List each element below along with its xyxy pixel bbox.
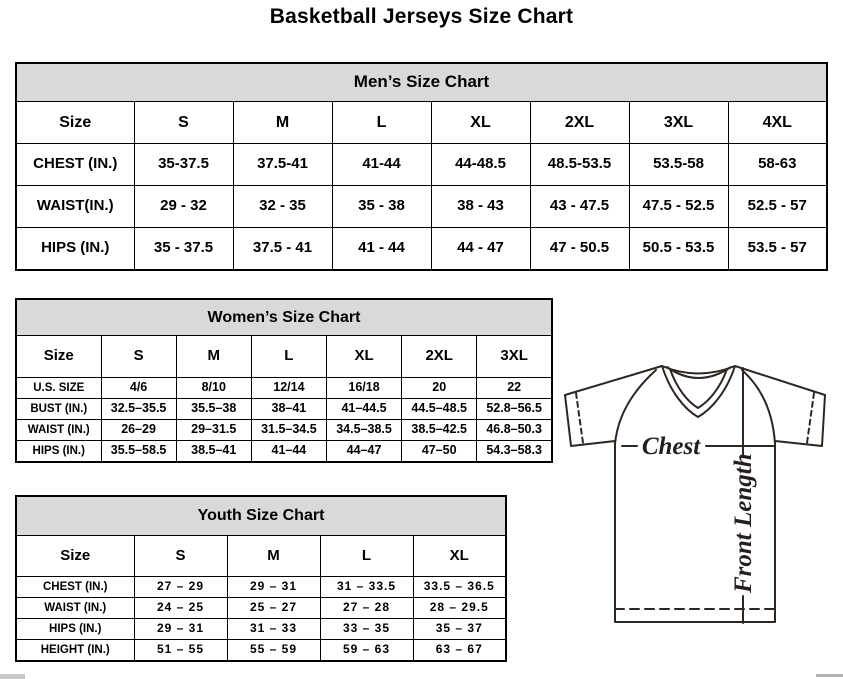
jersey-measurement-diagram	[556, 356, 836, 651]
scrollbar-fragment-right[interactable]	[816, 674, 843, 677]
women-row-label: WAIST (IN.)	[16, 420, 101, 441]
women-row-label: BUST (IN.)	[16, 399, 101, 420]
men-size-column-header: XL	[431, 102, 530, 144]
youth-value-cell: 27 – 29	[134, 577, 227, 598]
men-row-label: CHEST (IN.)	[16, 144, 134, 186]
men-table-row	[16, 228, 827, 271]
men-value-cell: 41-44	[332, 144, 431, 186]
jersey-outline	[565, 366, 825, 623]
youth-value-cell: 29 – 31	[134, 619, 227, 640]
youth-chart-title: Youth Size Chart	[16, 496, 506, 536]
youth-value-cell: 31 – 33	[227, 619, 320, 640]
men-size-column-header: M	[233, 102, 332, 144]
men-value-cell: 52.5 - 57	[728, 186, 827, 228]
women-value-cell: 8/10	[176, 378, 251, 399]
women-value-cell: 44.5–48.5	[402, 399, 477, 420]
women-value-cell: 35.5–58.5	[101, 441, 176, 463]
mens-size-chart-table	[15, 62, 828, 271]
youth-value-cell: 59 – 63	[320, 640, 413, 662]
women-size-column-header: XL	[326, 336, 401, 378]
men-row-label: HIPS (IN.)	[16, 228, 134, 271]
men-table-row	[16, 186, 827, 228]
women-value-cell: 44–47	[326, 441, 401, 463]
men-size-header: Size	[16, 102, 134, 144]
youth-row-label: HEIGHT (IN.)	[16, 640, 134, 662]
women-value-cell: 38–41	[251, 399, 326, 420]
men-size-column-header: L	[332, 102, 431, 144]
women-table-row	[16, 378, 552, 399]
women-value-cell: 35.5–38	[176, 399, 251, 420]
women-table-row	[16, 399, 552, 420]
men-value-cell: 53.5-58	[629, 144, 728, 186]
men-value-cell: 29 - 32	[134, 186, 233, 228]
men-value-cell: 37.5-41	[233, 144, 332, 186]
women-value-cell: 34.5–38.5	[326, 420, 401, 441]
men-value-cell: 58-63	[728, 144, 827, 186]
youth-row-label: HIPS (IN.)	[16, 619, 134, 640]
youth-value-cell: 29 – 31	[227, 577, 320, 598]
men-size-column-header: 3XL	[629, 102, 728, 144]
women-value-cell: 16/18	[326, 378, 401, 399]
men-row-label: WAIST(IN.)	[16, 186, 134, 228]
women-chart-title: Women’s Size Chart	[16, 299, 552, 336]
youth-table-row	[16, 598, 506, 619]
women-value-cell: 52.8–56.5	[477, 399, 552, 420]
women-value-cell: 46.8–50.3	[477, 420, 552, 441]
youth-value-cell: 25 – 27	[227, 598, 320, 619]
men-value-cell: 37.5 - 41	[233, 228, 332, 271]
men-value-cell: 35-37.5	[134, 144, 233, 186]
youth-row-label: CHEST (IN.)	[16, 577, 134, 598]
men-value-cell: 32 - 35	[233, 186, 332, 228]
women-size-column-header: 2XL	[402, 336, 477, 378]
men-value-cell: 48.5-53.5	[530, 144, 629, 186]
men-value-cell: 38 - 43	[431, 186, 530, 228]
women-value-cell: 4/6	[101, 378, 176, 399]
youth-size-column-header: M	[227, 536, 320, 577]
front-length-label: Front Length	[730, 453, 757, 593]
men-value-cell: 43 - 47.5	[530, 186, 629, 228]
men-value-cell: 47.5 - 52.5	[629, 186, 728, 228]
women-value-cell: 31.5–34.5	[251, 420, 326, 441]
youth-table-row	[16, 619, 506, 640]
men-value-cell: 35 - 37.5	[134, 228, 233, 271]
men-value-cell: 44 - 47	[431, 228, 530, 271]
women-size-column-header: S	[101, 336, 176, 378]
youth-value-cell: 24 – 25	[134, 598, 227, 619]
women-value-cell: 20	[402, 378, 477, 399]
youth-size-column-header: XL	[413, 536, 506, 577]
chest-label: Chest	[641, 433, 701, 460]
men-value-cell: 50.5 - 53.5	[629, 228, 728, 271]
youth-value-cell: 33.5 – 36.5	[413, 577, 506, 598]
women-value-cell: 47–50	[402, 441, 477, 463]
women-value-cell: 54.3–58.3	[477, 441, 552, 463]
men-value-cell: 35 - 38	[332, 186, 431, 228]
men-value-cell: 44-48.5	[431, 144, 530, 186]
women-value-cell: 41–44	[251, 441, 326, 463]
scrollbar-fragment-left[interactable]	[0, 674, 25, 679]
youth-value-cell: 33 – 35	[320, 619, 413, 640]
women-table-row	[16, 441, 552, 463]
womens-size-chart-table	[15, 298, 553, 463]
women-size-column-header: 3XL	[477, 336, 552, 378]
women-value-cell: 29–31.5	[176, 420, 251, 441]
men-value-cell: 41 - 44	[332, 228, 431, 271]
youth-value-cell: 27 – 28	[320, 598, 413, 619]
women-table-row	[16, 420, 552, 441]
women-value-cell: 38.5–42.5	[402, 420, 477, 441]
women-size-column-header: M	[176, 336, 251, 378]
youth-value-cell: 31 – 33.5	[320, 577, 413, 598]
youth-table-row	[16, 640, 506, 662]
women-value-cell: 41–44.5	[326, 399, 401, 420]
page-title: Basketball Jerseys Size Chart	[269, 5, 574, 28]
youth-value-cell: 35 – 37	[413, 619, 506, 640]
youth-value-cell: 28 – 29.5	[413, 598, 506, 619]
men-size-column-header: 4XL	[728, 102, 827, 144]
men-value-cell: 47 - 50.5	[530, 228, 629, 271]
youth-table-row	[16, 577, 506, 598]
youth-value-cell: 63 – 67	[413, 640, 506, 662]
youth-value-cell: 51 – 55	[134, 640, 227, 662]
men-size-column-header: S	[134, 102, 233, 144]
women-row-label: U.S. SIZE	[16, 378, 101, 399]
youth-row-label: WAIST (IN.)	[16, 598, 134, 619]
women-value-cell: 38.5–41	[176, 441, 251, 463]
women-size-header: Size	[16, 336, 101, 378]
men-size-column-header: 2XL	[530, 102, 629, 144]
men-chart-title: Men’s Size Chart	[16, 63, 827, 102]
women-value-cell: 22	[477, 378, 552, 399]
youth-size-header: Size	[16, 536, 134, 577]
youth-value-cell: 55 – 59	[227, 640, 320, 662]
youth-size-column-header: L	[320, 536, 413, 577]
women-value-cell: 32.5–35.5	[101, 399, 176, 420]
women-value-cell: 26–29	[101, 420, 176, 441]
women-row-label: HIPS (IN.)	[16, 441, 101, 463]
women-value-cell: 12/14	[251, 378, 326, 399]
youth-size-column-header: S	[134, 536, 227, 577]
youth-size-chart-table	[15, 495, 507, 662]
men-table-row	[16, 144, 827, 186]
women-size-column-header: L	[251, 336, 326, 378]
men-value-cell: 53.5 - 57	[728, 228, 827, 271]
